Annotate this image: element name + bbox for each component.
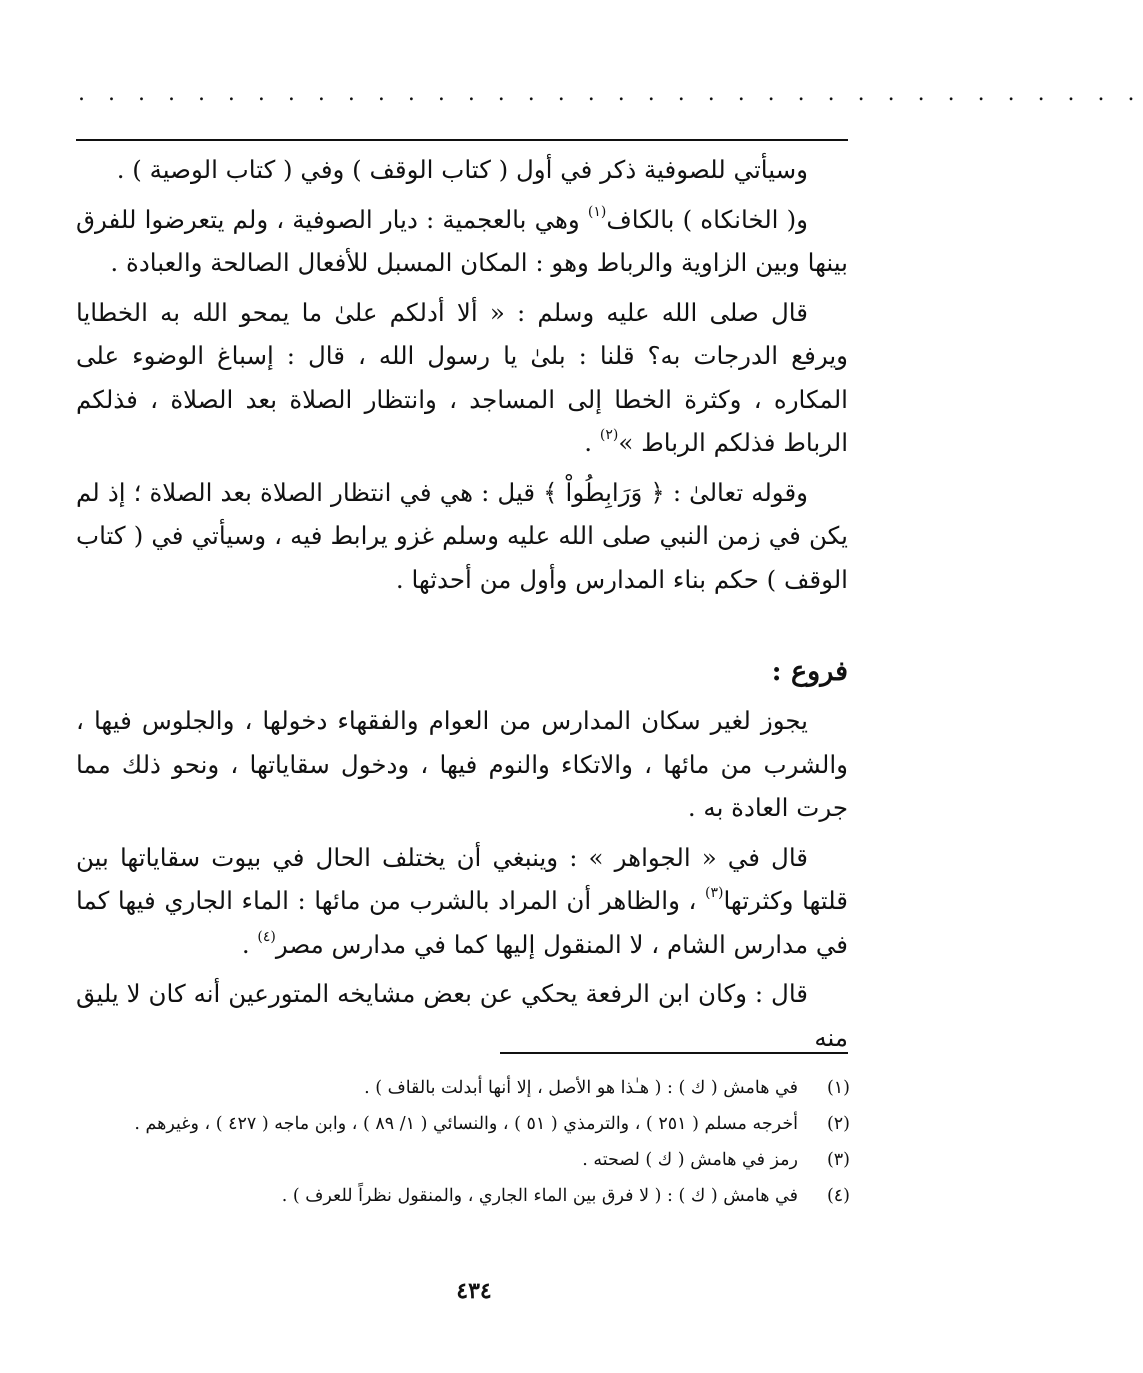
paragraph-text: قال : وكان ابن الرفعة يحكي عن بعض مشايخه المتورعين أنه كان لا يليق منه [76, 979, 848, 1052]
footnote-ref-4[interactable]: (٤) [257, 928, 276, 945]
footnote-ref-2[interactable]: (٢) [599, 427, 619, 443]
footnote-item [76, 1070, 850, 1106]
paragraph-text: وسيأتي للصوفية ذكر في أول ( كتاب الوقف ) وفي ( كتاب الوصية ) . [116, 155, 808, 184]
paragraph-jawahir [76, 836, 848, 967]
paragraph-hadith [76, 291, 848, 465]
paragraph-text: . [241, 929, 258, 959]
paragraph-text: قال في « الجواهر » : وينبغي أن يختلف الحال في بيوت سقاياتها بين قلتها وكثرتها [76, 842, 848, 915]
footnotes [76, 1070, 850, 1214]
footnote-item [76, 1106, 850, 1142]
paragraph-khanqah [76, 198, 848, 285]
paragraph-ibn-rifaa [76, 972, 848, 1059]
page-number: ٤٣٤ [456, 1278, 492, 1304]
footnote-item [76, 1142, 850, 1178]
header-rule [76, 139, 848, 141]
paragraph-text: وقوله تعالىٰ : ﴿ وَرَابِطُواْ ﴾ قيل : هي في انتظار الصلاة بعد الصلاة ؛ إذ لم يكن في زمن النبي صلى الله عليه وسلم غزو يرابط فيه ، وسيأتي في ( كتاب الوقف ) حكم بناء المدارس وأول من أحدثها . [76, 477, 848, 594]
paragraph-text: . [584, 428, 600, 457]
footnote-text: رمز في هامش ( ك ) لصحته . [582, 1150, 798, 1170]
footnote-text: أخرجه مسلم ( ٢٥١ ) ، والترمذي ( ٥١ ) ، والنسائي ( ١/ ٨٩ ) ، وابن ماجه ( ٤٢٧ ) ، وغيرهم . [134, 1114, 798, 1134]
footnote-item [76, 1178, 850, 1214]
paragraph-sufis [76, 148, 848, 192]
footnote-ref-1[interactable]: (١) [587, 203, 607, 220]
footnote-number: (١) [826, 1078, 850, 1098]
paragraph-text: وهي بالعجمية : ديار الصوفية ، ولم يتعرضوا للفرق بينها وبين الزاوية والرباط وهو : المكان المسبل للأفعال الصالحة والعبادة . [76, 204, 848, 277]
section-heading: فروع : [771, 656, 848, 687]
footnote-ref-3[interactable]: (٣) [704, 885, 724, 901]
running-head-dots: . . . . . . . . . . . . . . . . . . . . . . . . . . . . . . . . . . . . [78, 81, 1143, 106]
footnote-number: (٢) [826, 1114, 850, 1134]
footnote-text: في هامش ( ك ) : ( هـٰذا هو الأصل ، إلا أنها أبدلت بالقاف ) . [364, 1078, 798, 1098]
paragraph-text: يجوز لغير سكان المدارس من العوام والفقهاء دخولها ، والجلوس فيها ، والشرب من مائها ، والاتكاء والنوم فيها ، ودخول سقاياتها ، ونحو ذلك مما جرت العادة به . [76, 706, 848, 822]
paragraph-text: قال صلى الله عليه وسلم : « ألا أدلكم علىٰ ما يمحو الله به الخطايا ويرفع الدرجات به؟ قلنا : بلىٰ يا رسول الله ، قال : إسباغ الوضوء على المكاره ، وكثرة الخطا إلى المساجد ، وانتظار الصلاة بعد الصلاة ، فذلكم الرباط فذلكم الرباط » [76, 297, 848, 457]
footnote-text: في هامش ( ك ) : ( لا فرق بين الماء الجاري ، والمنقول نظراً للعرف ) . [281, 1186, 798, 1206]
footnote-number: (٣) [826, 1150, 850, 1170]
paragraph-rabitu [76, 471, 848, 602]
paragraph-text: و( الخانكاه ) بالكاف [606, 204, 809, 234]
paragraph-text: ، والظاهر أن المراد بالشرب من مائها : الماء الجاري فيها كما في مدارس الشام ، لا المنقول إليها كما في مدارس مصر [76, 886, 848, 959]
footnote-rule [500, 1052, 848, 1054]
paragraph-permitted [76, 699, 848, 830]
main-text [76, 148, 848, 1065]
footnote-number: (٤) [826, 1186, 850, 1206]
